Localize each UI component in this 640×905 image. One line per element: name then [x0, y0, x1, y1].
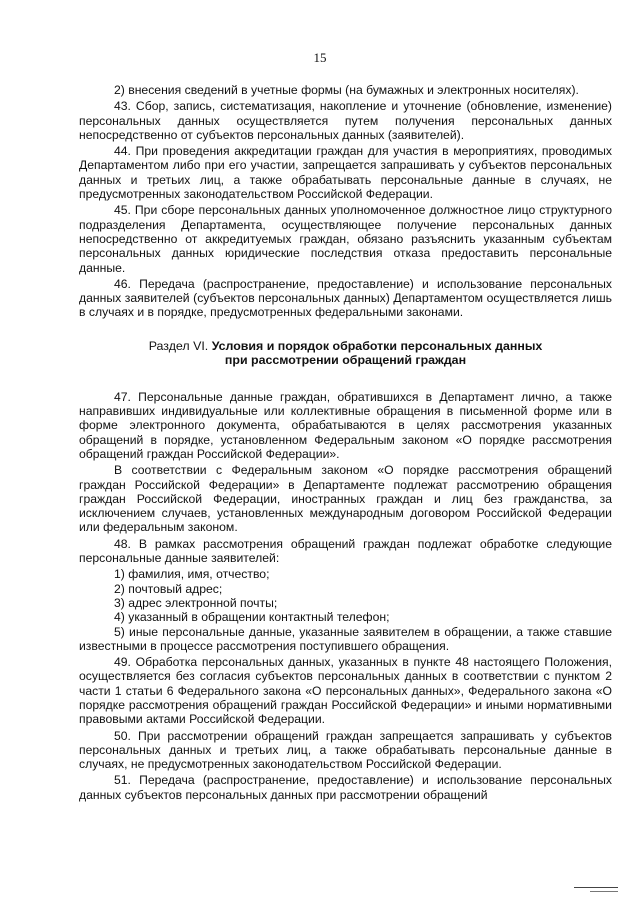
paragraph-43: 43. Сбор, запись, систематизация, накопление и уточнение (обновление, изменение) персональных данных осуществляется путем получения персональных данных непосредственно от субъектов персональных данных (заявителей).	[79, 99, 612, 142]
paragraph-51: 51. Передача (распространение, предоставление) и использование персональных данных субъектов персональных данных при рассмотрении обращений	[79, 773, 612, 802]
paragraph-50: 50. При рассмотрении обращений граждан запрещается запрашивать у субъектов персональных данных и третьих лиц, а также обрабатывать персональные данные в случаях, не предусмотренных законодательством Российской Федерации.	[79, 728, 612, 772]
footer-line-mark	[574, 887, 618, 888]
paragraph-47-continued: В соответствии с Федеральным законом «О порядке рассмотрения обращений граждан Российской Федерации» в Департаменте подлежат рассмотрению обращения граждан Российской Федерации, иностранных граждан и лиц без гражданства, за исключением случаев, установленных международным договором Российской Федерации или федеральным законом.	[79, 463, 612, 535]
section-prefix: Раздел VI.	[148, 338, 209, 353]
list-item: 1) фамилия, имя, отчество;	[114, 567, 270, 582]
paragraph-46: 46. Передача (распространение, предоставление) и использование персональных данных заявителей (субъектов персональных данных) Департаментом осуществляется лишь в случаях и в порядке, предусмотренных федеральными законами.	[79, 276, 612, 320]
paragraph-44: 44. При проведения аккредитации граждан для участия в мероприятиях, проводимых Департаментом либо при его участии, запрещается запрашивать у субъектов персональных данных и третьих лиц, а также обрабатывать персональные данные в случаях, не предусмотренных законодательством Российской Федерации.	[79, 144, 612, 202]
document-body	[79, 83, 612, 804]
page-number: 15	[313, 50, 327, 65]
list-item-5: 5) иные персональные данные, указанные заявителем в обращении, а также ставшие известными в процессе рассмотрения поступившего обращения.	[79, 624, 612, 653]
paragraph-47: 47. Персональные данные граждан, обратившихся в Департамент лично, а также направивших индивидуальные или коллективные обращения в письменной форме или в форме электронного документа, обрабатываются в целях рассмотрения указанных обращений в порядке, установленном Федеральным законом «О порядке рассмотрения обращений граждан Российской Федерации».	[79, 389, 612, 461]
paragraph-49: 49. Обработка персональных данных, указанных в пункте 48 настоящего Положения, осуществляется без согласия субъектов персональных данных в соответствии с пунктом 2 части 1 статьи 6 Федерального закона «О персональных данных», Федерального закона «О порядке рассмотрения обращений граждан Российской Федерации» и иными нормативными правовыми актами Российской Федерации.	[79, 655, 612, 727]
list-item: 4) указанный в обращении контактный телефон;	[114, 610, 390, 625]
section-title-line1: Условия и порядок обработки персональных данных	[211, 338, 543, 353]
paragraph-48: 48. В рамках рассмотрения обращений граждан подлежат обработке следующие персональные данные заявителей:	[79, 536, 612, 566]
section-title-line2: при рассмотрении обращений граждан	[224, 353, 467, 368]
paragraph-45: 45. При сборе персональных данных уполномоченное должностное лицо структурного подразделения Департамента, осуществляющее получение персональных данных непосредственно от аккредитуемых граждан, обязано разъяснить указанным субъектам персональных данных юридические последствия отказа предоставить персональные данные.	[79, 203, 612, 275]
section-heading	[79, 339, 612, 368]
footer-line-mark-short	[590, 891, 618, 892]
list-item: 3) адрес электронной почты;	[114, 595, 278, 610]
list-item: 2) почтовый адрес;	[114, 581, 223, 596]
paragraph-item-2: 2) внесения сведений в учетные формы (на бумажных и электронных носителях).	[114, 83, 579, 97]
